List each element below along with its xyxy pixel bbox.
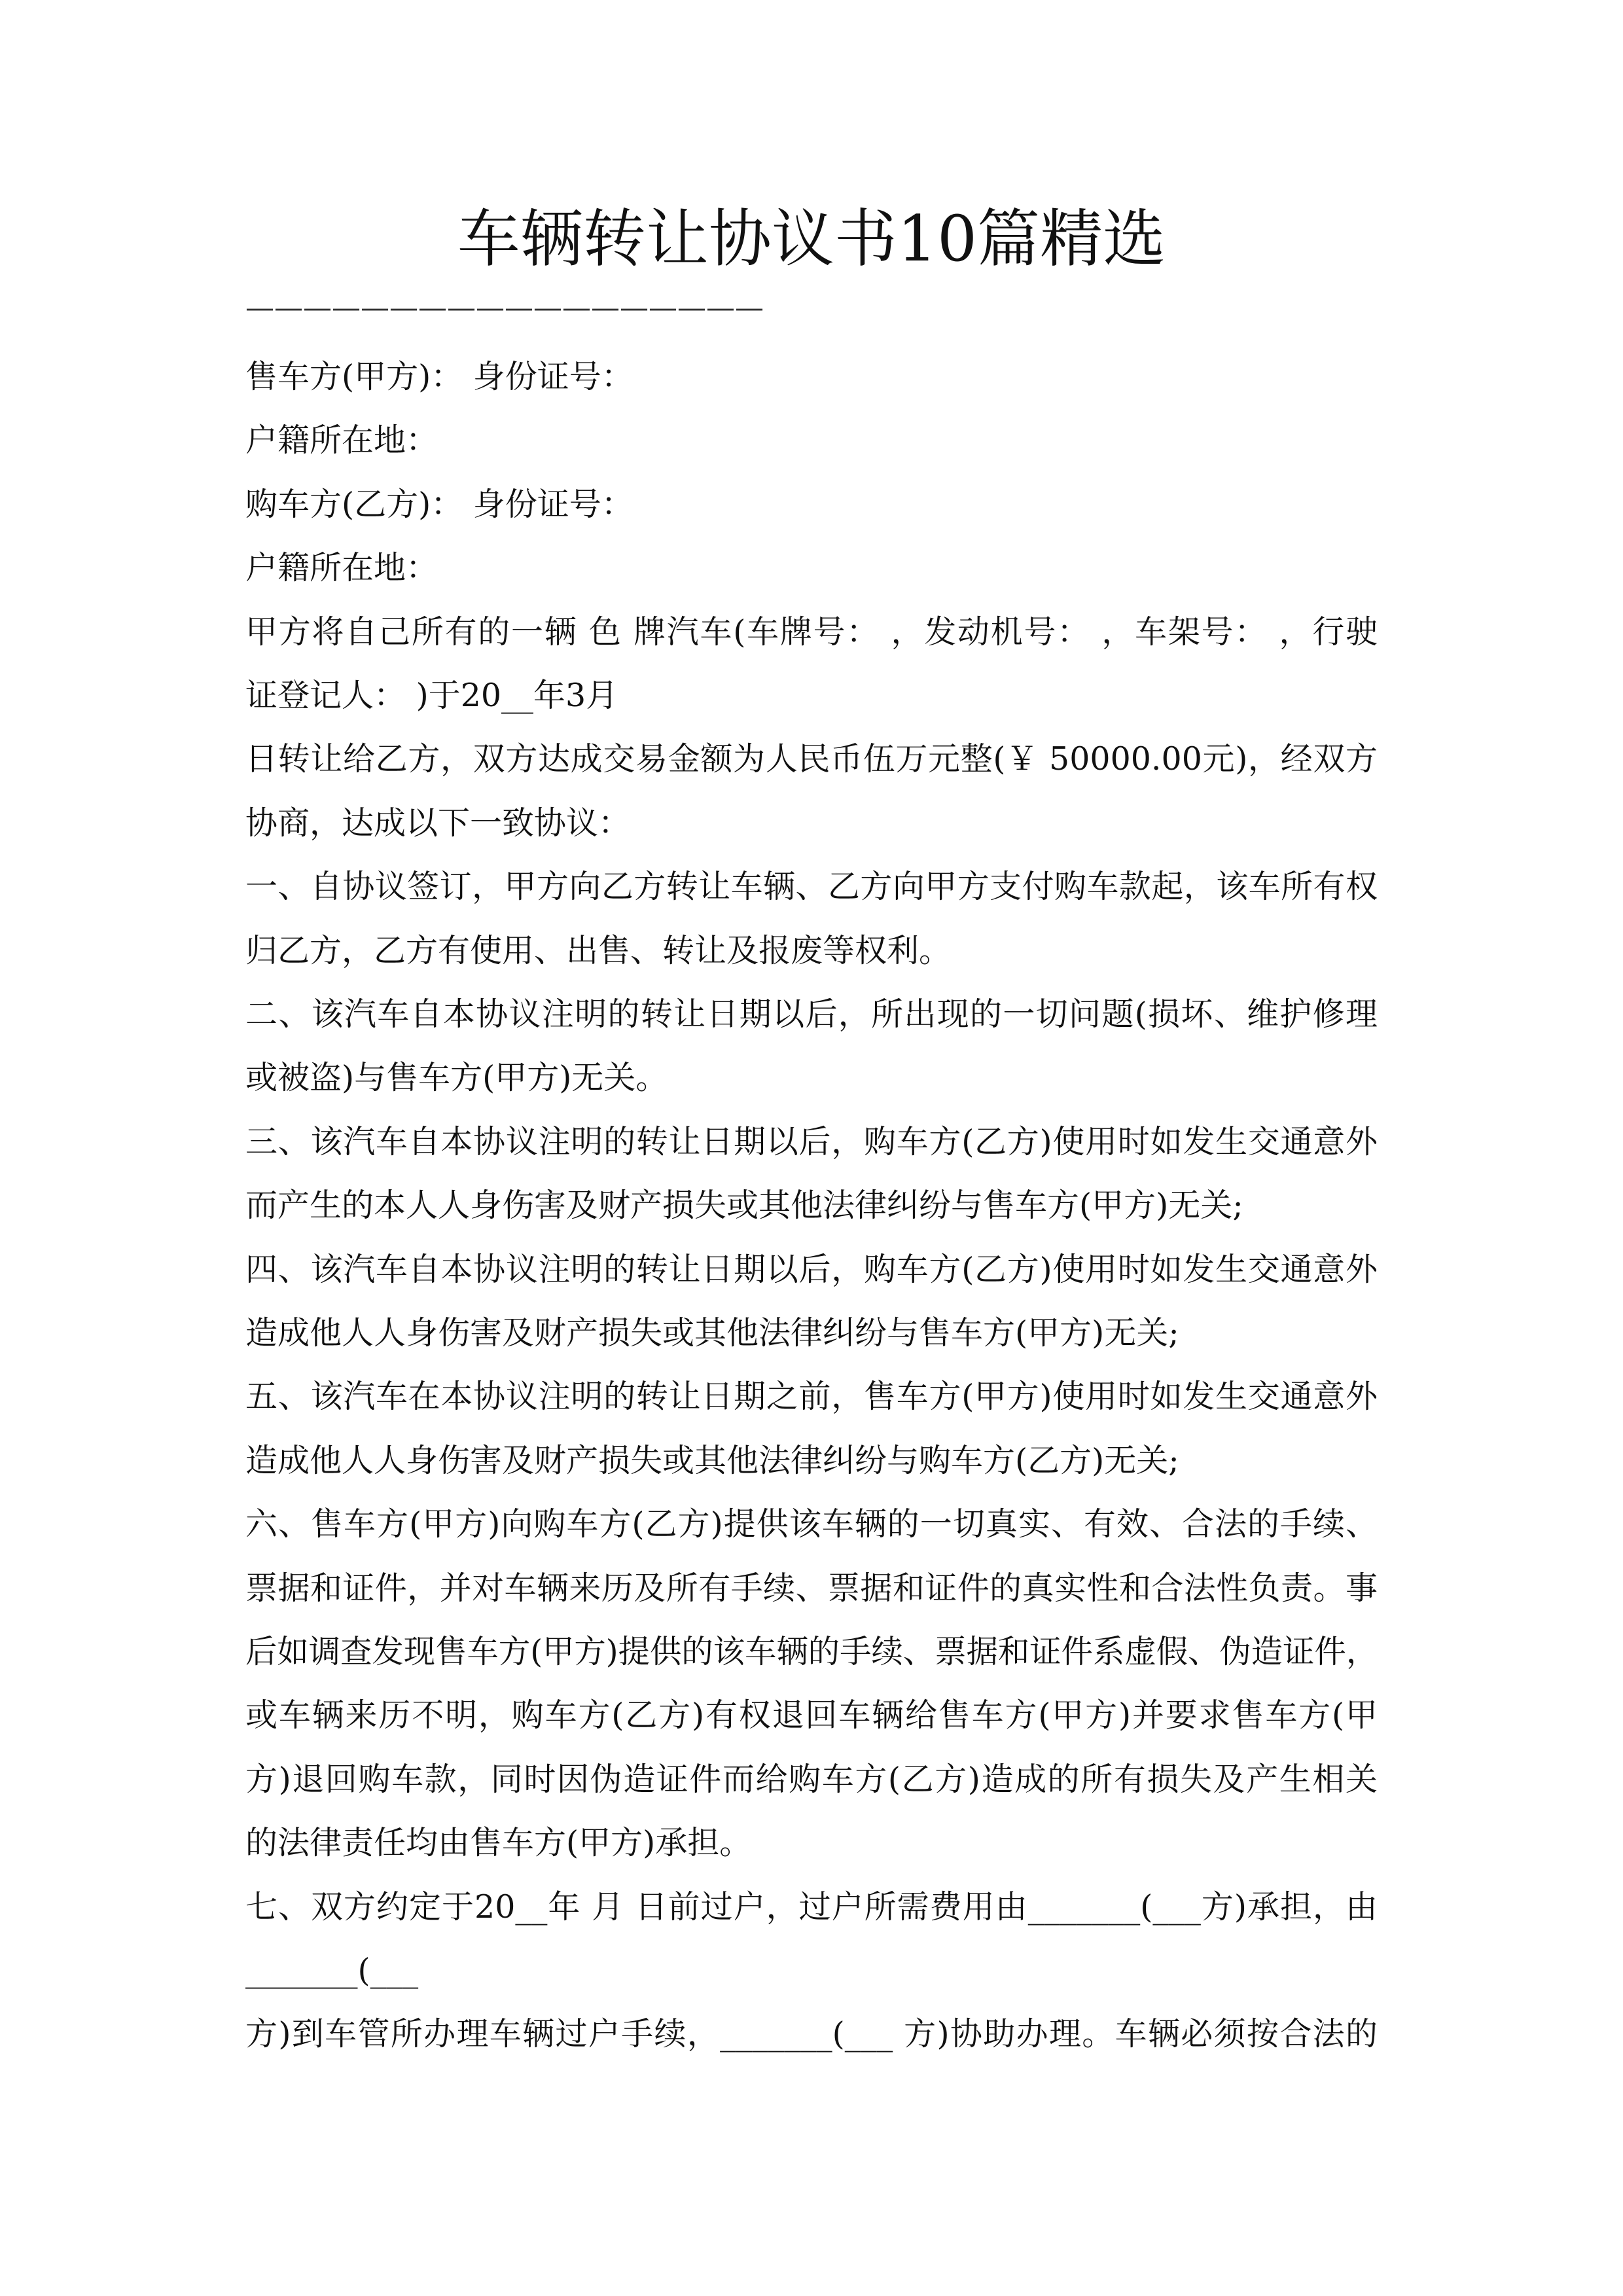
body-line: 购车方(乙方)： 身份证号： bbox=[245, 485, 633, 523]
body-line: 日转让给乙方，双方达成交易金额为人民币伍万元整(￥ 50000.00元)，经双方 bbox=[245, 740, 1378, 778]
document-title: 车辆转让协议书10篇精选 bbox=[457, 202, 1166, 276]
body-line: 六、售车方(甲方)向购车方(乙方)提供该车辆的一切真实、有效、合法的手续、 bbox=[245, 1505, 1378, 1543]
body-line: 方)到车管所办理车辆过户手续，_______(___ 方)协助办理。车辆必须按合法的 bbox=[245, 2015, 1378, 2053]
body-line: 后如调查发现售车方(甲方)提供的该车辆的手续、票据和证件系虚假、伪造证件， bbox=[245, 1633, 1378, 1670]
body-line: 而产生的本人人身伤害及财产损失或其他法律纠纷与售车方(甲方)无关; bbox=[245, 1187, 1243, 1225]
body-line: 归乙方，乙方有使用、出售、转让及报废等权利。 bbox=[245, 931, 952, 969]
body-line: 甲方将自己所有的一辆 色 牌汽车(车牌号： ，发动机号： ，车架号： ，行驶 bbox=[245, 613, 1378, 651]
body-line: 七、双方约定于20__年 月 日前过户，过户所需费用由_______(___方)承担，由 bbox=[245, 1888, 1378, 1926]
body-line: 的法律责任均由售车方(甲方)承担。 bbox=[245, 1824, 752, 1862]
body-line: 一、自协议签订，甲方向乙方转让车辆、乙方向甲方支付购车款起，该车所有权 bbox=[245, 868, 1378, 906]
body-line: 户籍所在地： bbox=[245, 549, 438, 587]
body-line: 协商，达成以下一致协议： bbox=[245, 804, 631, 842]
body-line: 或被盗)与售车方(甲方)无关。 bbox=[245, 1059, 668, 1097]
body-line: 证登记人： )于20__年3月 bbox=[245, 677, 618, 714]
body-line: 五、该汽车在本协议注明的转让日期之前，售车方(甲方)使用时如发生交通意外 bbox=[245, 1378, 1378, 1416]
body-line: 票据和证件，并对车辆来历及所有手续、票据和证件的真实性和合法性负责。事 bbox=[245, 1569, 1378, 1607]
body-line: 造成他人人身伤害及财产损失或其他法律纠纷与购车方(乙方)无关; bbox=[245, 1441, 1179, 1479]
title-divider: —————————————————— bbox=[245, 291, 764, 325]
body-line: 四、该汽车自本协议注明的转让日期以后，购车方(乙方)使用时如发生交通意外 bbox=[245, 1250, 1378, 1288]
body-line: 或车辆来历不明，购车方(乙方)有权退回车辆给售车方(甲方)并要求售车方(甲 bbox=[245, 1696, 1378, 1734]
body-line: 户籍所在地： bbox=[245, 422, 438, 459]
body-line: 造成他人人身伤害及财产损失或其他法律纠纷与售车方(甲方)无关; bbox=[245, 1314, 1179, 1352]
body-line: 三、该汽车自本协议注明的转让日期以后，购车方(乙方)使用时如发生交通意外 bbox=[245, 1122, 1378, 1160]
body-line: 方)退回购车款，同时因伪造证件而给购车方(乙方)造成的所有损失及产生相关 bbox=[245, 1760, 1378, 1798]
body-line: 售车方(甲方)： 身份证号： bbox=[245, 358, 633, 395]
body-line: 二、该汽车自本协议注明的转让日期以后，所出现的一切问题(损坏、维护修理 bbox=[245, 996, 1378, 1033]
body-line: _______(___ bbox=[245, 1952, 419, 1989]
